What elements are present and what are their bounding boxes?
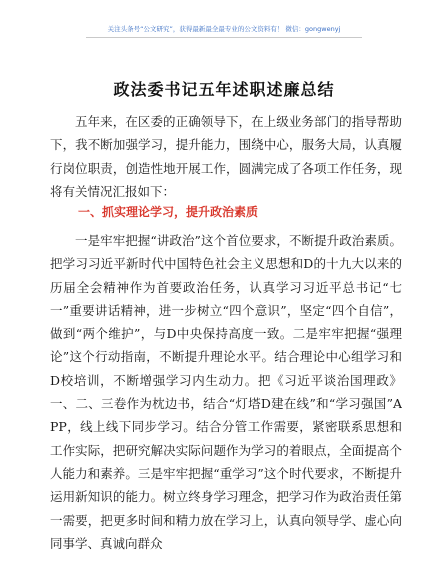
- section-heading-1: 一、抓实理论学习，提升政治素质: [78, 205, 259, 219]
- header-watermark-text: 关注头条号“公文研究”，获得最新最全最专业的公文资料有！ 微信：gongwenyj: [107, 25, 341, 33]
- section-1-body: 一是牢牢把握“讲政治”这个首位要求，不断提升政治素质。把学习习近平新时代中国特色社会主义思想和D的十九大以来的历届全会精神作为首要政治任务，认真学习习近平总书记“七一”重要讲话精神，进一步树立“四个意识”，坚定“四个自信”，做到“两个维护”，与D中央保持高度一致。二是牢牢把握“强理论”这个行动指南，不断提升理论水平。结合理论中心组学习和D校培训，不断增强学习内生动力。把《习近平谈治国理政》一、二、三卷作为枕边书，结合“灯塔D建在线”和“学习强国”APP，线上线下同步学习。结合分管工作需要，紧密联系思想和工作实际，把研究解决实际问题作为学习的着眼点，全面提高个人能力和素养。三是牢牢把握“重学习”这个时代要求，不断提升运用新知识的能力。树立终身学习理念，把学习作为政治责任第一需要，把更多时间和精力放在学习上，认真向领导学、虚心向同事学、真诚向群众: [50, 233, 402, 551]
- intro-paragraph: 五年来，在区委的正确领导下，在上级业务部门的指导帮助下，我不断加强学习，提升能力，围绕中心，服务大局，认真履行岗位职责，创造性地开展工作，圆满完成了各项工作任务，现将有关情况汇报如下：: [50, 114, 402, 199]
- header-watermark-bar: [86, 24, 362, 38]
- document-title: 政法委书记五年述职述廉总结: [113, 80, 335, 99]
